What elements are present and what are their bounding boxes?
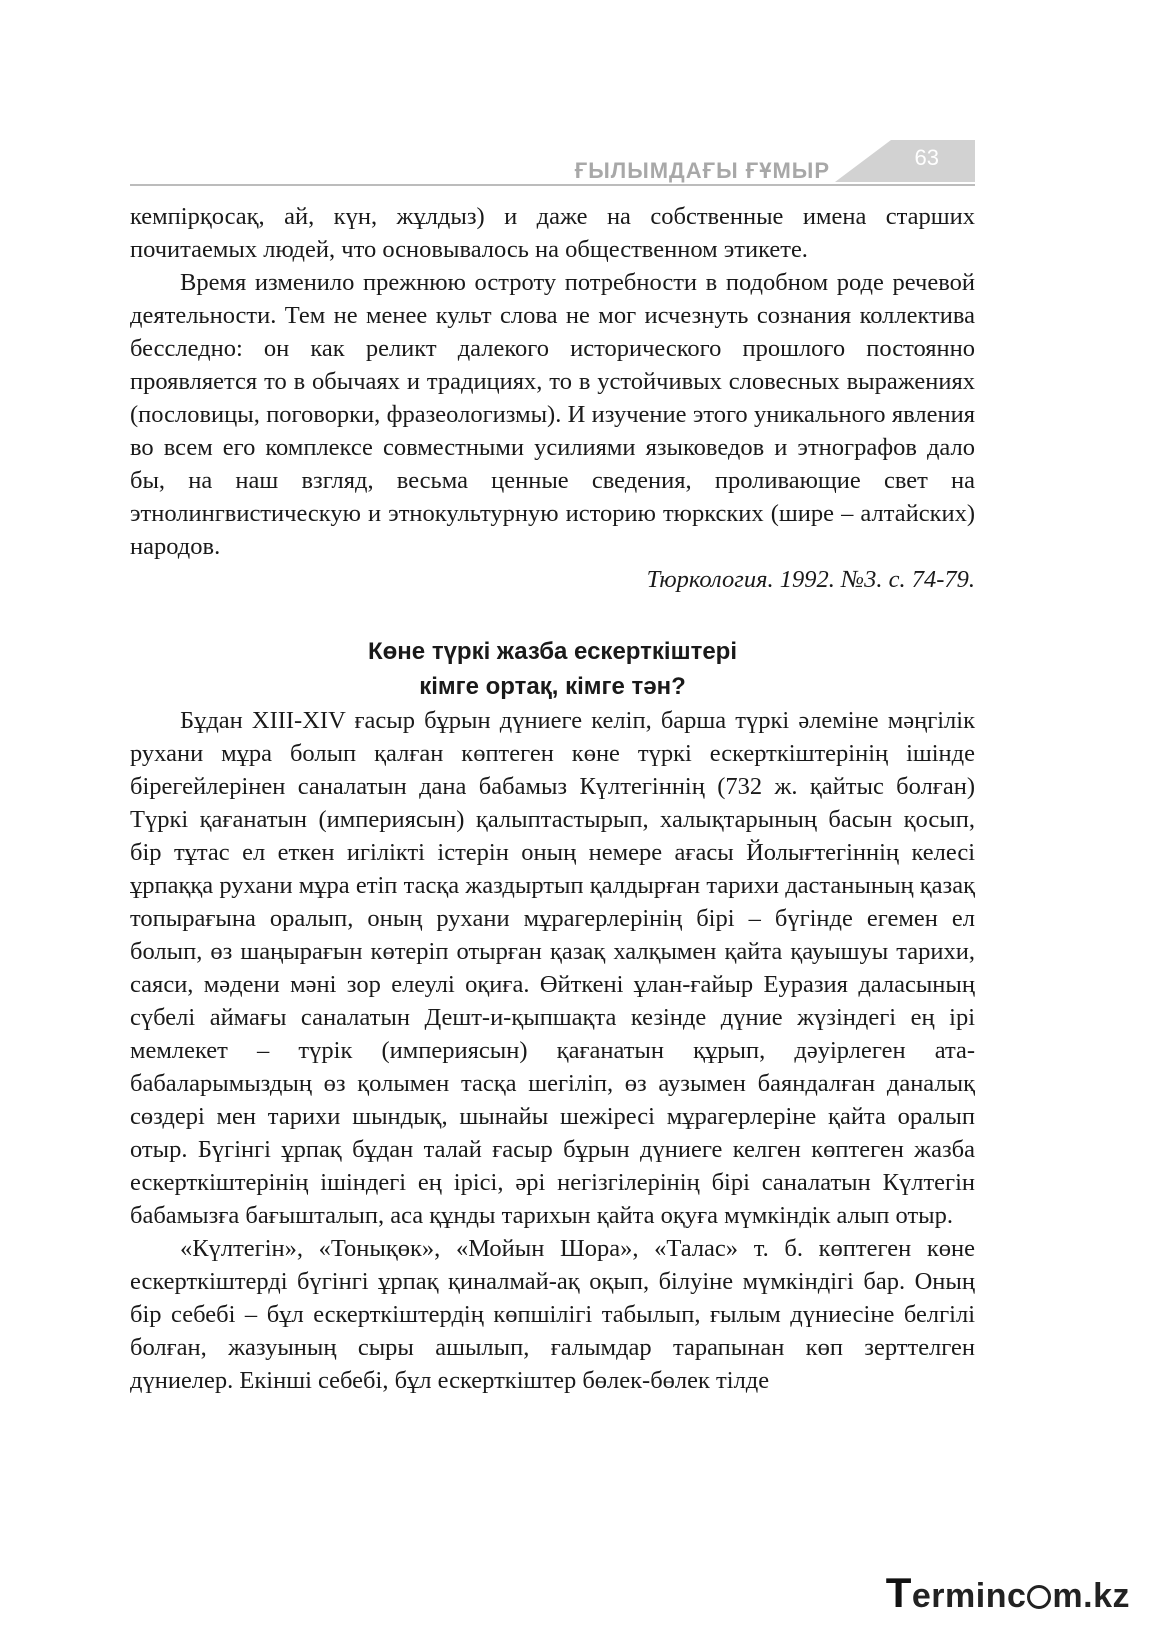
paragraph-continued: кемпірқосақ, ай, күн, жұлдыз) и даже на собственные имена старших почитаемых людей, что основывалось на общественном этикете. [130,203,975,263]
watermark-text: m.kz [1052,1577,1130,1615]
header-rule [130,184,975,186]
page-number-tab [835,140,975,182]
source-citation: Тюркология. 1992. №3. с. 74-79. [646,566,975,593]
article-heading [130,634,975,704]
watermark-text: c [1006,1577,1027,1615]
running-title: ҒЫЛЫМДАҒЫ ҒҰМЫР [574,158,830,183]
watermark-logo [886,1569,1130,1617]
paragraph: Бұдан XIII-XIV ғасыр бұрын дүниеге келіп, барша түркі әлеміне мәңгілік рухани мұра болып қалған көптеген көне түркі ескерткіштерінің ішінде бірегейлерінен саналатын дана бабамыз Күлтегіннің (732 ж. қайтыс болған) Түркі қағанатын (империясын) қалыптастырып, халықтарының басын қосып, бір тұтас ел еткен игілікті істерін оның немере ағасы Йолығтегіннің келесі ұрпаққа рухани мұра етіп тасқа жаздыртып қалдырған тарихи дастанының қазақ топырағына оралып, оның рухани мұрагерлерінің бірі – бүгінде егемен ел болып, өз шаңырағын көтеріп отырған қазақ халқымен қайта қауышуы тарихи, саяси, мәдени мәні зор елеулі оқиға. Өйткені ұлан-ғайыр Еуразия даласының сүбелі аймағы саналатын Дешт-и-қыпшақта кезінде дүние жүзіндегі ең ірі мемлекет – түрік (империясын) қағанатын құрып, дәуірлеген ата-бабаларымыздың өз қолымен тасқа шегіліп, өз аузымен баяндалған даналық сөздері мен тарихи шындық, шынайы шежіресі мұрагерлеріне қайта оралып отыр. Бүгінгі ұрпақ бұдан талай ғасыр бұрын дүниеге келген көптеген жазба ескерткіштерінің ішіндегі ең ірісі, әрі негізгілерінің бірі саналатын Күлтегін бабамызға бағышталып, аса құнды тарихын қайта оқуға мүмкіндік алып отыр. [130,707,975,1229]
magnifier-icon [1027,1585,1051,1609]
watermark-text: ermin [911,1577,1007,1615]
page-number: 63 [914,145,939,170]
watermark-letter: T [885,1569,912,1616]
page-body [130,200,975,1397]
running-header [130,140,975,188]
article-heading-line: Көне түркі жазба ескерткіштері [368,638,737,665]
article-heading-line: кімге ортақ, кімге тән? [419,673,686,700]
paragraph: «Күлтегін», «Тонықөк», «Мойын Шора», «Талас» т. б. көптеген көне ескерткіштерді бүгінгі ұрпақ қиналмай-ақ оқып, білуіне мүмкіндігі бар. Оның бір себебі – бұл ескерткіштердің көпшілігі табылып, ғылым дүниесіне белгілі болған, жазуының сыры ашылып, ғалымдар тарапынан көп зерттелген дүниелер. Екінші себебі, бұл ескерткіштер бөлек-бөлек тілде [130,1235,975,1394]
paragraph: Время изменило прежнюю остроту потребности в подобном роде речевой деятельности. Тем не менее культ слова не мог исчезнуть сознания коллектива бесследно: он как реликт далекого исторического прошлого постоянно проявляется то в обычаях и традициях, то в устойчивых словесных выражениях (пословицы, поговорки, фразеологизмы). И изучение этого уникального явления во всем его комплексе совместными усилиями языковедов и этнографов дало бы, на наш взгляд, весьма ценные сведения, проливающие свет на этнолингвистическую и этнокультурную историю тюркских (шире – алтайских) народов. [130,269,975,560]
